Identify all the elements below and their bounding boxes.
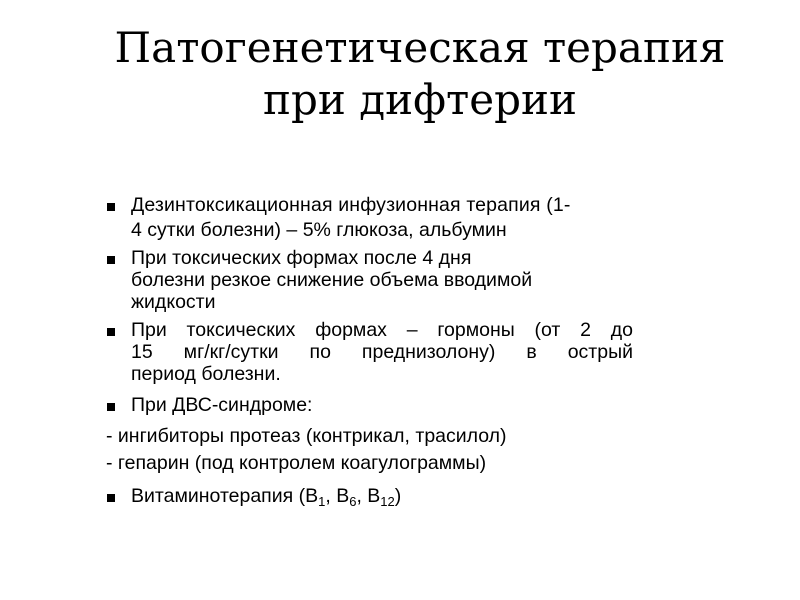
vitamin-suffix: ): [394, 485, 402, 507]
bullet-square-icon: [107, 328, 115, 336]
bullet-item-hormones: [131, 319, 633, 385]
bullet-item-line: 15 мг/кг/сутки по преднизолону) в острый: [131, 341, 633, 363]
slide-title-line-2: при дифтерии: [263, 75, 577, 124]
bullet-item-line: 4 сутки болезни) – 5% глюкоза, альбумин: [131, 219, 507, 241]
bullet-item-line: [131, 485, 631, 507]
bullet-item-infusion: [131, 194, 646, 241]
vitamin-sub-b1: 1: [318, 494, 326, 509]
bullet-square-icon: [107, 494, 115, 502]
bullet-item-line: период болезни.: [131, 363, 281, 385]
bullet-item-line: При токсических формах после 4 дня: [131, 247, 472, 269]
bullet-item-line: При ДВС-синдроме:: [131, 394, 313, 416]
dash-item-text: - гепарин (под контролем коагулограммы): [106, 452, 487, 474]
vitamin-separator: , В: [356, 485, 381, 507]
bullet-square-icon: [107, 203, 115, 211]
vitamin-sub-b6: 6: [349, 494, 357, 509]
bullet-item-dic: [131, 394, 631, 416]
bullet-item-vitamins: [131, 485, 631, 507]
bullet-square-icon: [107, 403, 115, 411]
dash-item-text: - ингибиторы протеаз (контрикал, трасилол): [106, 425, 507, 447]
vitamin-sub-b12: 12: [380, 494, 395, 509]
dash-item-heparin: [106, 452, 666, 474]
bullet-item-line: Дезинтоксикационная инфузионная терапия (1-: [131, 194, 571, 216]
slide-title-line-1: Патогенетическая терапия: [114, 23, 726, 72]
dash-item-protease-inhibitors: [106, 425, 666, 447]
bullet-item-line: болезни резкое снижение объема вводимой: [131, 269, 533, 291]
bullet-square-icon: [107, 256, 115, 264]
bullet-item-toxic-fluid: [131, 247, 631, 313]
vitamin-separator: , В: [325, 485, 350, 507]
vitamin-prefix: Витаминотерапия (В: [131, 485, 319, 507]
bullet-item-line: жидкости: [131, 291, 216, 313]
bullet-item-line: При токсических формах – гормоны (от 2 до: [131, 319, 633, 341]
